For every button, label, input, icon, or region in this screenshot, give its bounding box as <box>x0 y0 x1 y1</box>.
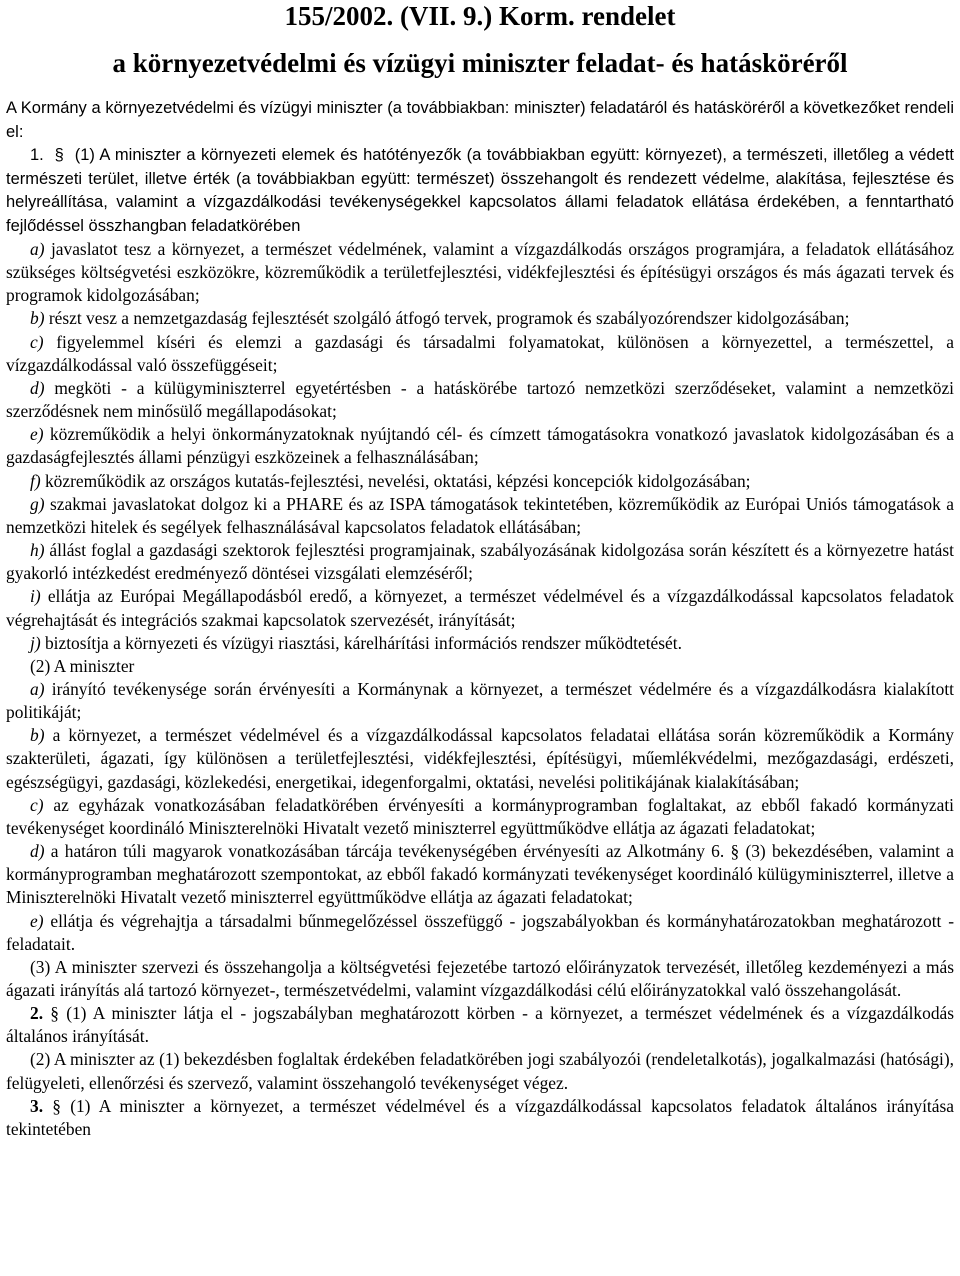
item-letter: h) <box>30 540 45 561</box>
list-item <box>6 724 954 793</box>
section-3-number: 3. <box>30 1095 44 1116</box>
list-item <box>6 423 954 469</box>
section-2-paragraph-1 <box>6 1002 954 1048</box>
list-item <box>6 331 954 377</box>
item-letter: a) <box>30 239 45 259</box>
item-text: állást foglal a gazdasági szektorok fejlesztési programjainak, szabályozásának kidolgozása során készített és a környezetre hatást gyakorló intézkedést eredményező döntései vizsgálati elemzéséről; <box>6 540 954 584</box>
section-sign: § <box>52 1095 61 1116</box>
section-2-text: (1) A miniszter látja el - jogszabályban meghatározott körben - a környezet, a természet védelmének és a vízgazdálkodás általános irányítását. <box>6 1003 955 1047</box>
list-item <box>6 632 954 655</box>
list-item <box>6 377 954 423</box>
item-text: részt vesz a nemzetgazdaság fejlesztését szolgáló átfogó tervek, programok és szabályozórendszer kidolgozásában; <box>48 308 850 329</box>
item-letter: c) <box>30 794 44 815</box>
list-item <box>6 910 954 956</box>
item-text: ellátja az Európai Megállapodásból eredő, a környezet, a természet védelmével és a vízgazdálkodással kapcsolatos feladatok végrehajtását és integrációs szakmai kapcsolatok szervezését, irányítását; <box>6 586 954 630</box>
item-letter: e) <box>30 910 44 931</box>
section-1 <box>6 144 954 238</box>
item-letter: e) <box>30 424 44 445</box>
item-text: megköti - a külügyminiszterrel egyetértésben - a hatáskörébe tartozó nemzetközi szerződéseket, valamint a nemzetközi szerződésnek nem minősülő megállapodásokat; <box>6 377 954 422</box>
section-1-text: (1) A miniszter a környezeti elemek és hatótényezők (a továbbiakban együtt: környezet), a természeti, illetőleg a védett természeti terület, illetve érték (a továbbiakban együtt: természet) összehangolt és rendezett védelme, alakítása, fejlesztése és helyreállítása, valamint a vízgazdálkodási tevékenységekkel kapcsolatos állami feladatok ellátása érdekében, a fenntartható fejlődéssel összhangban feladatkörében <box>6 146 955 235</box>
section-3-paragraph-1 <box>6 1095 954 1141</box>
item-text: szakmai javaslatokat dolgoz ki a PHARE és az ISPA támogatások tekintetében, közreműködik az Európai Uniós támogatások a nemzetközi hitelek és segélyek felhasználásával kapcsolatos feladatok ellátásában; <box>6 493 954 537</box>
item-letter: b) <box>30 308 45 329</box>
section-2-paragraph-2: (2) A miniszter az (1) bekezdésben foglaltak érdekében feladatkörében jogi szabályozói (rendeletalkotás), jogalkalmazási (hatósági), felügyeleti, ellenőrzési és szervező, valamint összehangoló tevékenységet végez. <box>6 1049 954 1093</box>
section-sign: § <box>54 146 64 164</box>
item-text: közreműködik a helyi önkormányzatoknak nyújtandó cél- és címzett támogatásokra vonatkozó javaslatok kidolgozásában és a gazdaságfejlesztés állami pénzügyi eszközeinek a felhasználásában; <box>6 424 954 468</box>
section-1-paragraph-2-heading: (2) A miniszter <box>30 655 135 676</box>
list-item <box>6 585 954 631</box>
decree-subtitle: a környezetvédelmi és vízügyi miniszter feladat- és hatásköréről <box>112 48 848 78</box>
item-text: biztosítja a környezeti és vízügyi riasztási, kárelhárítási információs rendszer működtetését. <box>44 632 682 653</box>
item-letter: a) <box>30 678 45 699</box>
section-1-number: 1. <box>30 146 44 164</box>
item-letter: f) <box>30 470 41 491</box>
item-text: irányító tevékenysége során érvényesíti a Kormánynak a környezet, a természet védelmére és a vízgazdálkodásra kialakított politikáját; <box>6 678 954 723</box>
list-item <box>6 840 954 909</box>
item-letter: g) <box>30 493 45 514</box>
item-letter: j) <box>30 632 41 653</box>
item-letter: d) <box>30 841 45 862</box>
item-letter: b) <box>30 725 45 746</box>
item-text: a környezet, a természet védelmével és a vízgazdálkodással kapcsolatos feladatai ellátása során közreműködik a Kormány szakterületi, ágazati, így különösen a területfejlesztési, vidékfejlesztési, építésügyi, műemlékvédelmi, mezőgazdasági, erdészeti, egészségügyi, gazdasági, közlekedési, energetikai, idegenforgalmi, oktatási, nevelési politikájának kialakításában; <box>6 725 954 792</box>
list-item <box>6 238 954 307</box>
list-item <box>6 470 954 493</box>
intro-paragraph: A Kormány a környezetvédelmi és vízügyi miniszter (a továbbiakban: miniszter) feladatáról és hatásköréről a következőket rendeli el: <box>6 99 954 141</box>
item-letter: d) <box>30 377 45 398</box>
item-text: az egyházak vonatkozásában feladatkörében érvényesíti a kormányprogramban foglaltakat, az ebből fakadó kormányzati tevékenységet koordináló Miniszterelnöki Hivatalt vezető miniszterrel együttműködve ellátja az ágazati feladatokat; <box>6 794 954 838</box>
list-item <box>6 539 954 585</box>
section-1-paragraph-3: (3) A miniszter szervezi és összehangolja a költségvetési fejezetébe tartozó előirányzatok tervezését, illetőleg kezdeményezi a más ágazati irányítás alá tartozó környezet-, természetvédelmi, valamint vízgazdálkodási célú előirányzatokkal való összehangolását. <box>6 956 954 1000</box>
section-2-number: 2. <box>30 1003 44 1024</box>
list-item <box>6 493 954 539</box>
item-letter: c) <box>30 331 44 352</box>
section-3-text: (1) A miniszter a környezet, a természet védelmével és a vízgazdálkodással kapcsolatos feladatok általános irányítása tekintetében <box>6 1095 954 1139</box>
list-item <box>6 678 954 724</box>
item-text: közreműködik az országos kutatás-fejlesztési, nevelési, oktatási, képzési koncepciók kidolgozásában; <box>44 470 751 491</box>
list-item <box>6 307 954 330</box>
list-item <box>6 794 954 840</box>
item-letter: i) <box>30 586 41 607</box>
section-1-items <box>6 238 954 1141</box>
item-text: ellátja és végrehajtja a társadalmi bűnmegelőzéssel összefüggő - jogszabályokban és kormányhatározatokban meghatározott - feladatait. <box>6 910 954 954</box>
section-1-paragraph-1 <box>6 144 954 238</box>
decree-title: 155/2002. (VII. 9.) Korm. rendelet <box>284 1 676 31</box>
section-sign: § <box>50 1003 59 1024</box>
item-text: figyelemmel kíséri és elemzi a gazdasági és társadalmi folyamatokat, különösen a környezettel, a természettel, a vízgazdálkodással való összefüggéseit; <box>6 331 954 375</box>
item-text: javaslatot tesz a környezet, a természet védelmének, valamint a vízgazdálkodás országos programjára, a feladatok ellátásához szükséges költségvetési eszközökre, közreműködik a területfejlesztési, vidékfejlesztési és építésügyi országos és más ágazati tervek és programok kidolgozásában; <box>6 239 954 306</box>
item-text: a határon túli magyarok vonatkozásában tárcája tevékenységében érvényesíti az Alkotmány 6. § (3) bekezdésében, valamint a kormányprogramban meghatározott szempontokat, az ebből fakadó kormányzati tevékenységet koordináló külügyminiszterrel, illetve a Miniszterelnöki Hivatalt vezető miniszterrel együttműködve ellátja az ágazati feladatokat; <box>6 841 954 908</box>
